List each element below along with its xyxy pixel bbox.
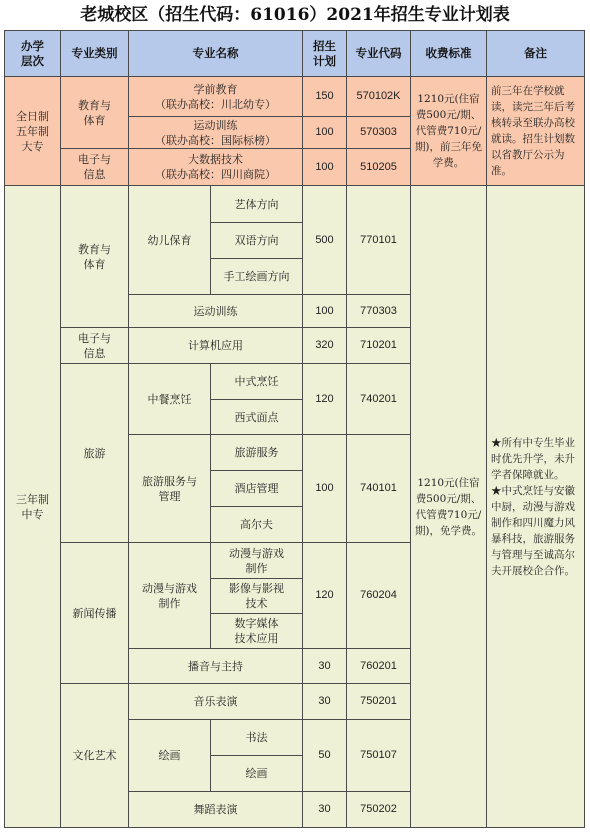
direction-name: 手工绘画方向 [211, 259, 303, 295]
major-name: 动漫与游戏 制作 [129, 543, 211, 649]
direction-name: 酒店管理 [211, 471, 303, 507]
category-cell: 教育与 体育 [61, 77, 129, 149]
major-code: 740101 [347, 435, 411, 543]
level-three-year: 三年制 中专 [5, 186, 61, 828]
direction-name: 双语方向 [211, 223, 303, 259]
major-code: 570102K [347, 77, 411, 117]
major-name: 舞蹈表演 [129, 792, 303, 828]
major-code: 710201 [347, 328, 411, 364]
category-cell: 教育与 体育 [61, 186, 129, 328]
remark-five-year: 前三年在学校就读，读完三年后考核转录至联办高校就读。招生计划数以省教厅公示为准。 [487, 77, 585, 186]
fee-three-year: 1210元(住宿费500元/期、代管费710元/期)，免学费。 [411, 186, 487, 828]
plan-count: 500 [303, 186, 347, 295]
direction-name: 中式烹饪 [211, 364, 303, 400]
category-cell: 文化艺术 [61, 684, 129, 828]
direction-name: 艺体方向 [211, 186, 303, 223]
header-plan: 招生 计划 [303, 31, 347, 77]
enrollment-plan-table [4, 30, 585, 828]
major-name: 运动训练 [129, 295, 303, 328]
category-cell: 电子与 信息 [61, 328, 129, 364]
direction-name: 影像与影视 技术 [211, 579, 303, 614]
major-code: 750201 [347, 684, 411, 720]
category-cell: 新闻传播 [61, 543, 129, 684]
header-fee: 收费标准 [411, 31, 487, 77]
plan-count: 30 [303, 684, 347, 720]
major-code: 570303 [347, 117, 411, 149]
plan-count: 150 [303, 77, 347, 117]
major-name: 绘画 [129, 720, 211, 792]
header-remark: 备注 [487, 31, 585, 77]
major-name: 幼儿保育 [129, 186, 211, 295]
level-five-year: 全日制 五年制 大专 [5, 77, 61, 186]
major-code: 750107 [347, 720, 411, 792]
direction-name: 旅游服务 [211, 435, 303, 471]
table-row [5, 77, 585, 117]
major-name: 大数据技术 （联办高校：四川商院） [129, 149, 303, 186]
major-code: 770303 [347, 295, 411, 328]
major-name: 中餐烹饪 [129, 364, 211, 435]
major-code: 750202 [347, 792, 411, 828]
plan-count: 30 [303, 649, 347, 684]
major-code: 510205 [347, 149, 411, 186]
major-name: 计算机应用 [129, 328, 303, 364]
major-code: 760201 [347, 649, 411, 684]
header-code: 专业代码 [347, 31, 411, 77]
remark-three-year: ★所有中专生毕业时优先升学，未升学者保障就业。 ★中式烹饪与安徽中厨，动漫与游戏制作和四川魔力风暴科技，旅游服务与管理与至诚高尔夫开展校企合作。 [487, 186, 585, 828]
direction-name: 高尔夫 [211, 507, 303, 543]
plan-count: 50 [303, 720, 347, 792]
major-code: 740201 [347, 364, 411, 435]
direction-name: 数字媒体 技术应用 [211, 614, 303, 649]
major-code: 760204 [347, 543, 411, 649]
plan-count: 120 [303, 364, 347, 435]
major-name: 运动训练 （联办高校：国际标榜） [129, 117, 303, 149]
major-name: 旅游服务与 管理 [129, 435, 211, 543]
plan-count: 100 [303, 435, 347, 543]
table-row [5, 186, 585, 223]
direction-name: 绘画 [211, 756, 303, 792]
plan-count: 30 [303, 792, 347, 828]
category-cell: 旅游 [61, 364, 129, 543]
plan-count: 100 [303, 149, 347, 186]
category-cell: 电子与 信息 [61, 149, 129, 186]
major-name: 音乐表演 [129, 684, 303, 720]
header-category: 专业类别 [61, 31, 129, 77]
major-name: 播音与主持 [129, 649, 303, 684]
direction-name: 书法 [211, 720, 303, 756]
plan-count: 120 [303, 543, 347, 649]
plan-count: 100 [303, 117, 347, 149]
major-name: 学前教育 （联办高校：川北幼专） [129, 77, 303, 117]
header-row [5, 31, 585, 77]
page-title: 老城校区（招生代码：61016）2021年招生专业计划表 [80, 5, 510, 25]
header-level: 办学 层次 [5, 31, 61, 77]
fee-five-year: 1210元(住宿费500元/期、代管费710元/期)，前三年免学费。 [411, 77, 487, 186]
plan-count: 320 [303, 328, 347, 364]
header-major: 专业名称 [129, 31, 303, 77]
direction-name: 西式面点 [211, 400, 303, 435]
major-code: 770101 [347, 186, 411, 295]
direction-name: 动漫与游戏 制作 [211, 543, 303, 579]
plan-count: 100 [303, 295, 347, 328]
